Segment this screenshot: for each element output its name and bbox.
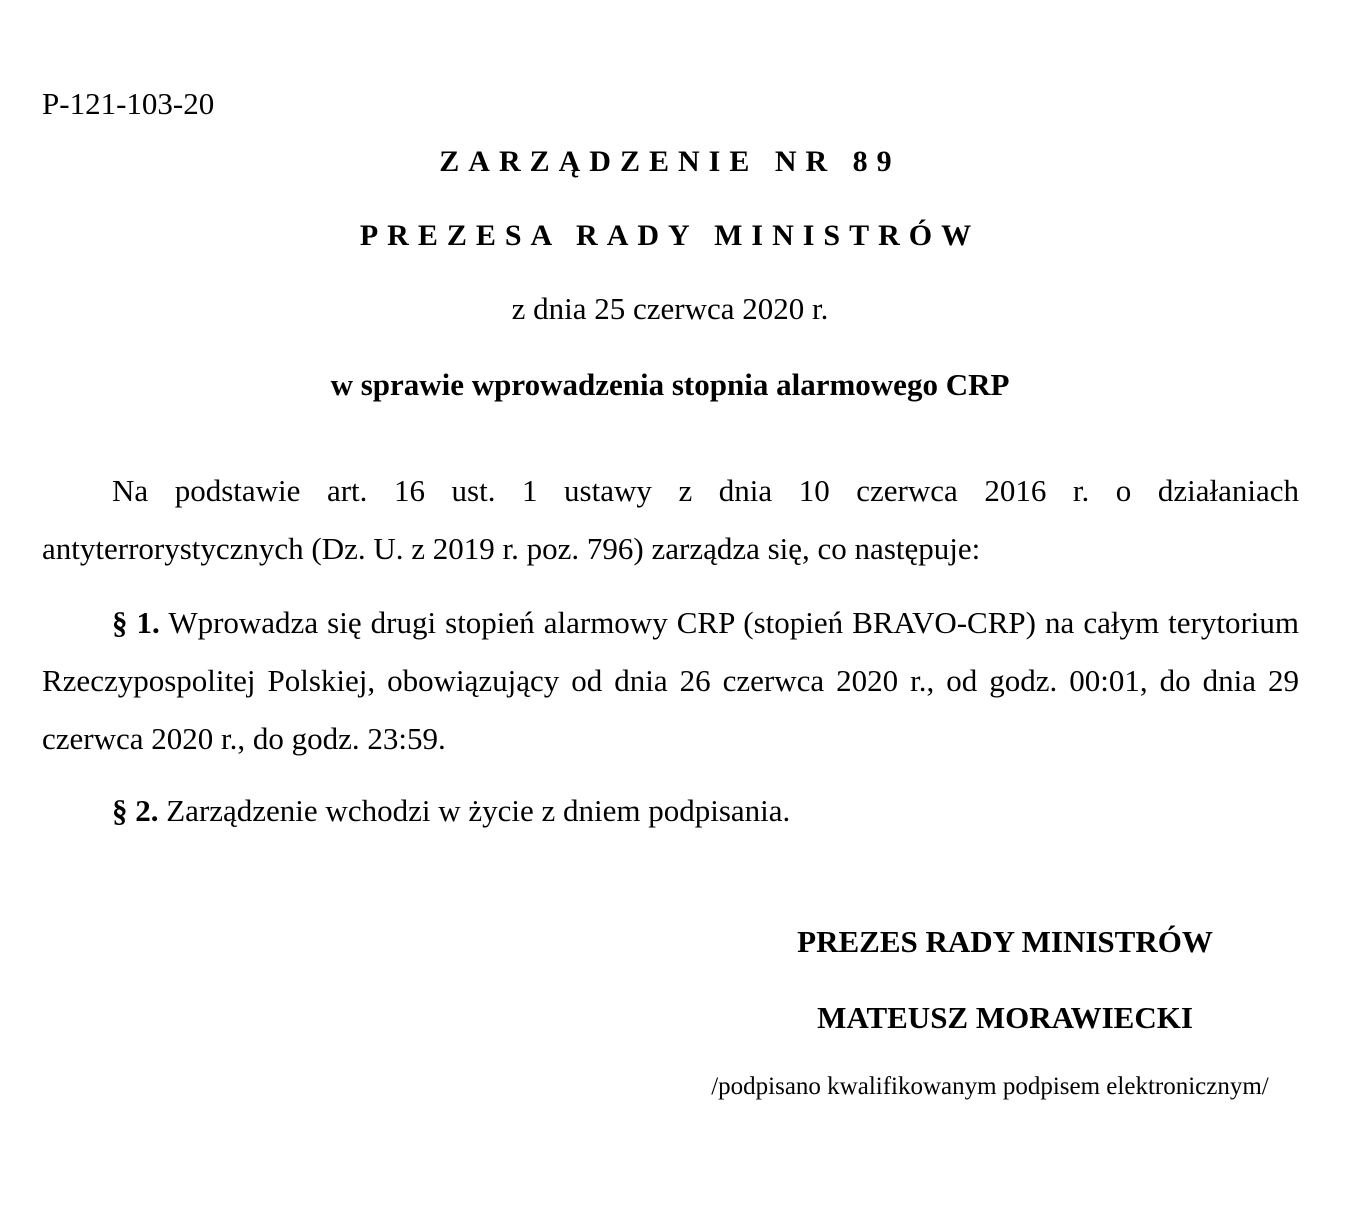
reference-number: P-121-103-20 xyxy=(42,86,215,121)
document-issuer: PREZESA RADY MINISTRÓW xyxy=(359,219,981,252)
signatory-title: PREZES RADY MINISTRÓW xyxy=(797,924,1213,959)
signature-note: /podpisano kwalifikowanym podpisem elektronicznym/ xyxy=(711,1073,1269,1100)
section-2-mark: § 2. xyxy=(112,793,159,828)
section-1-mark: § 1. xyxy=(112,605,160,640)
section-2-text: Zarządzenie wchodzi w życie z dniem podpisania. xyxy=(166,793,791,828)
document-date: z dnia 25 czerwca 2020 r. xyxy=(511,291,829,326)
signatory-name: MATEUSZ MORAWIECKI xyxy=(817,1000,1193,1035)
document-subject: w sprawie wprowadzenia stopnia alarmowego CRP xyxy=(330,367,1010,402)
document-title: ZARZĄDZENIE NR 89 xyxy=(439,145,901,178)
section-2-paragraph xyxy=(42,782,1299,840)
preamble-paragraph: Na podstawie art. 16 ust. 1 ustawy z dnia 10 czerwca 2016 r. o działaniach antyterrorystycznych (Dz. U. z 2019 r. poz. 796) zarządza się, co następuje: xyxy=(42,473,1299,566)
section-1-paragraph xyxy=(42,594,1299,768)
section-1-text: Wprowadza się drugi stopień alarmowy CRP (stopień BRAVO-CRP) na całym terytorium Rzeczypospolitej Polskiej, obowiązujący od dnia 26 czerwca 2020 r., od godz. 00:01, do dnia 29 czerwca 2020 r., do godz. 23:59. xyxy=(42,605,1299,756)
